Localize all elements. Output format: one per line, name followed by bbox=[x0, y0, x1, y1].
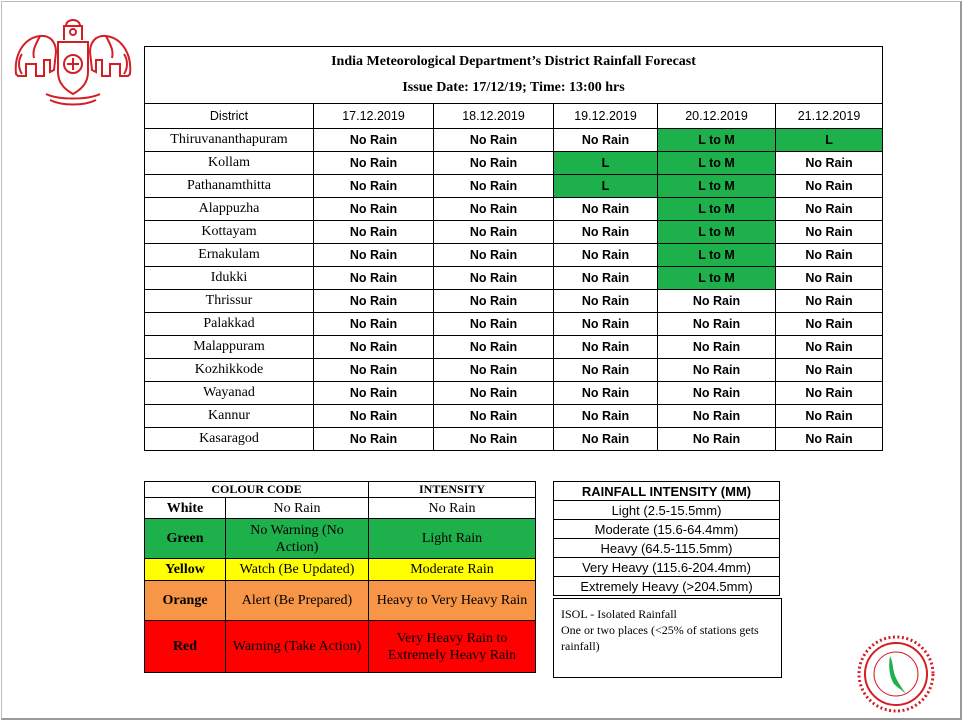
forecast-cell: No Rain bbox=[554, 221, 658, 244]
forecast-cell: No Rain bbox=[434, 198, 554, 221]
isolated-rainfall-note bbox=[553, 598, 782, 678]
forecast-cell: No Rain bbox=[434, 152, 554, 175]
forecast-cell: No Rain bbox=[776, 382, 883, 405]
forecast-cell: No Rain bbox=[434, 129, 554, 152]
forecast-cell: No Rain bbox=[434, 244, 554, 267]
colour-row-orange bbox=[145, 581, 536, 621]
table-row bbox=[145, 336, 883, 359]
forecast-cell: No Rain bbox=[658, 336, 776, 359]
table-row bbox=[145, 428, 883, 451]
forecast-cell: No Rain bbox=[434, 428, 554, 451]
district-forecast-table bbox=[144, 46, 883, 451]
header-date: 18.12.2019 bbox=[434, 104, 554, 129]
note-line: One or two places (<25% of stations gets bbox=[561, 623, 759, 637]
forecast-cell: L to M bbox=[658, 267, 776, 290]
forecast-cell: L to M bbox=[658, 129, 776, 152]
district-name: Kannur bbox=[145, 405, 314, 428]
forecast-issue-date: Issue Date: 17/12/19; Time: 13:00 hrs bbox=[402, 80, 625, 95]
colour-row-red bbox=[145, 621, 536, 673]
colour-intensity-text: Light Rain bbox=[369, 519, 536, 559]
forecast-cell: No Rain bbox=[776, 198, 883, 221]
forecast-cell: No Rain bbox=[314, 267, 434, 290]
table-row bbox=[145, 382, 883, 405]
table-row bbox=[145, 129, 883, 152]
forecast-cell: No Rain bbox=[314, 152, 434, 175]
forecast-cell: No Rain bbox=[554, 244, 658, 267]
header-district: District bbox=[145, 104, 314, 129]
forecast-cell: No Rain bbox=[314, 336, 434, 359]
colour-code-text: No Rain bbox=[226, 498, 369, 519]
district-name: Thrissur bbox=[145, 290, 314, 313]
forecast-cell: L to M bbox=[658, 221, 776, 244]
colour-intensity-text: Heavy to Very Heavy Rain bbox=[369, 581, 536, 621]
forecast-cell: L bbox=[776, 129, 883, 152]
district-name: Kottayam bbox=[145, 221, 314, 244]
colour-label: White bbox=[145, 498, 226, 519]
forecast-cell: No Rain bbox=[314, 359, 434, 382]
colour-code-table bbox=[144, 481, 536, 673]
forecast-cell: No Rain bbox=[658, 359, 776, 382]
forecast-cell: No Rain bbox=[658, 290, 776, 313]
forecast-cell: No Rain bbox=[776, 428, 883, 451]
forecast-cell: No Rain bbox=[776, 313, 883, 336]
forecast-header-row bbox=[145, 104, 883, 129]
district-name: Kozhikkode bbox=[145, 359, 314, 382]
colour-code-header: COLOUR CODE bbox=[145, 482, 369, 498]
forecast-cell: No Rain bbox=[554, 382, 658, 405]
forecast-cell: No Rain bbox=[776, 267, 883, 290]
table-row bbox=[145, 244, 883, 267]
forecast-cell: No Rain bbox=[554, 313, 658, 336]
forecast-cell: No Rain bbox=[314, 290, 434, 313]
forecast-cell: No Rain bbox=[434, 267, 554, 290]
forecast-cell: L to M bbox=[658, 175, 776, 198]
intensity-row-moderate: Moderate (15.6-64.4mm) bbox=[554, 520, 780, 539]
forecast-cell: No Rain bbox=[554, 428, 658, 451]
header-date: 17.12.2019 bbox=[314, 104, 434, 129]
table-row bbox=[145, 221, 883, 244]
district-name: Malappuram bbox=[145, 336, 314, 359]
district-name: Kasaragod bbox=[145, 428, 314, 451]
header-date: 19.12.2019 bbox=[554, 104, 658, 129]
forecast-cell: No Rain bbox=[776, 359, 883, 382]
colour-row-green bbox=[145, 519, 536, 559]
forecast-cell: No Rain bbox=[776, 175, 883, 198]
table-row bbox=[145, 359, 883, 382]
header-date: 21.12.2019 bbox=[776, 104, 883, 129]
forecast-cell: L to M bbox=[658, 244, 776, 267]
rainfall-intensity-title: RAINFALL INTENSITY (MM) bbox=[554, 482, 780, 501]
table-row bbox=[145, 313, 883, 336]
forecast-cell: L to M bbox=[658, 198, 776, 221]
table-row bbox=[145, 198, 883, 221]
kerala-emblem-icon bbox=[10, 14, 136, 110]
forecast-cell: No Rain bbox=[434, 290, 554, 313]
forecast-cell: No Rain bbox=[434, 221, 554, 244]
district-name: Kollam bbox=[145, 152, 314, 175]
intensity-header: INTENSITY bbox=[369, 482, 536, 498]
header-date: 20.12.2019 bbox=[658, 104, 776, 129]
table-row bbox=[145, 152, 883, 175]
forecast-cell: No Rain bbox=[314, 313, 434, 336]
note-line: ISOL - Isolated Rainfall bbox=[561, 607, 677, 621]
forecast-cell: No Rain bbox=[314, 129, 434, 152]
forecast-cell: No Rain bbox=[434, 175, 554, 198]
forecast-cell: No Rain bbox=[434, 336, 554, 359]
forecast-cell: No Rain bbox=[554, 359, 658, 382]
forecast-cell: L bbox=[554, 175, 658, 198]
intensity-row-heavy: Heavy (64.5-115.5mm) bbox=[554, 539, 780, 558]
colour-code-text: Alert (Be Prepared) bbox=[226, 581, 369, 621]
colour-row-yellow bbox=[145, 559, 536, 581]
table-row bbox=[145, 175, 883, 198]
colour-label: Orange bbox=[145, 581, 226, 621]
district-name: Thiruvananthapuram bbox=[145, 129, 314, 152]
colour-intensity-text: Moderate Rain bbox=[369, 559, 536, 581]
colour-intensity-text: No Rain bbox=[369, 498, 536, 519]
forecast-cell: No Rain bbox=[776, 244, 883, 267]
forecast-cell: L to M bbox=[658, 152, 776, 175]
table-row bbox=[145, 405, 883, 428]
district-name: Palakkad bbox=[145, 313, 314, 336]
forecast-cell: No Rain bbox=[658, 313, 776, 336]
colour-intensity-text: Very Heavy Rain to Extremely Heavy Rain bbox=[369, 621, 536, 673]
colour-code-text: No Warning (No Action) bbox=[226, 519, 369, 559]
forecast-cell: No Rain bbox=[658, 405, 776, 428]
forecast-cell: No Rain bbox=[314, 428, 434, 451]
forecast-cell: No Rain bbox=[554, 336, 658, 359]
forecast-cell: No Rain bbox=[314, 405, 434, 428]
colour-row-white bbox=[145, 498, 536, 519]
district-name: Pathanamthitta bbox=[145, 175, 314, 198]
colour-label: Red bbox=[145, 621, 226, 673]
forecast-cell: No Rain bbox=[554, 198, 658, 221]
intensity-row-very-heavy: Very Heavy (115.6-204.4mm) bbox=[554, 558, 780, 577]
forecast-cell: No Rain bbox=[314, 175, 434, 198]
rainfall-intensity-table bbox=[553, 481, 780, 596]
district-name: Idukki bbox=[145, 267, 314, 290]
note-line: rainfall) bbox=[561, 639, 600, 653]
forecast-cell: No Rain bbox=[314, 221, 434, 244]
forecast-cell: No Rain bbox=[776, 290, 883, 313]
district-name: Alappuzha bbox=[145, 198, 314, 221]
forecast-cell: No Rain bbox=[776, 152, 883, 175]
colour-label: Green bbox=[145, 519, 226, 559]
forecast-cell: No Rain bbox=[554, 405, 658, 428]
forecast-cell: No Rain bbox=[776, 336, 883, 359]
forecast-cell: No Rain bbox=[434, 382, 554, 405]
table-row bbox=[145, 290, 883, 313]
forecast-cell: No Rain bbox=[554, 267, 658, 290]
forecast-cell: No Rain bbox=[314, 382, 434, 405]
forecast-cell: No Rain bbox=[658, 382, 776, 405]
colour-code-text: Warning (Take Action) bbox=[226, 621, 369, 673]
forecast-cell: No Rain bbox=[314, 198, 434, 221]
forecast-cell: No Rain bbox=[434, 359, 554, 382]
forecast-cell: No Rain bbox=[554, 129, 658, 152]
forecast-title: India Meteorological Department’s District Rainfall Forecast bbox=[331, 54, 696, 69]
district-name: Ernakulam bbox=[145, 244, 314, 267]
colour-label: Yellow bbox=[145, 559, 226, 581]
intensity-row-extremely-heavy: Extremely Heavy (>204.5mm) bbox=[554, 577, 780, 596]
forecast-cell: No Rain bbox=[434, 405, 554, 428]
forecast-cell: No Rain bbox=[776, 405, 883, 428]
disaster-management-seal-icon bbox=[856, 634, 936, 714]
forecast-cell: L bbox=[554, 152, 658, 175]
colour-code-text: Watch (Be Updated) bbox=[226, 559, 369, 581]
table-row bbox=[145, 267, 883, 290]
district-name: Wayanad bbox=[145, 382, 314, 405]
forecast-cell: No Rain bbox=[554, 290, 658, 313]
forecast-cell: No Rain bbox=[314, 244, 434, 267]
intensity-row-light: Light (2.5-15.5mm) bbox=[554, 501, 780, 520]
forecast-cell: No Rain bbox=[776, 221, 883, 244]
forecast-cell: No Rain bbox=[434, 313, 554, 336]
forecast-cell: No Rain bbox=[658, 428, 776, 451]
forecast-title-cell bbox=[145, 47, 883, 104]
